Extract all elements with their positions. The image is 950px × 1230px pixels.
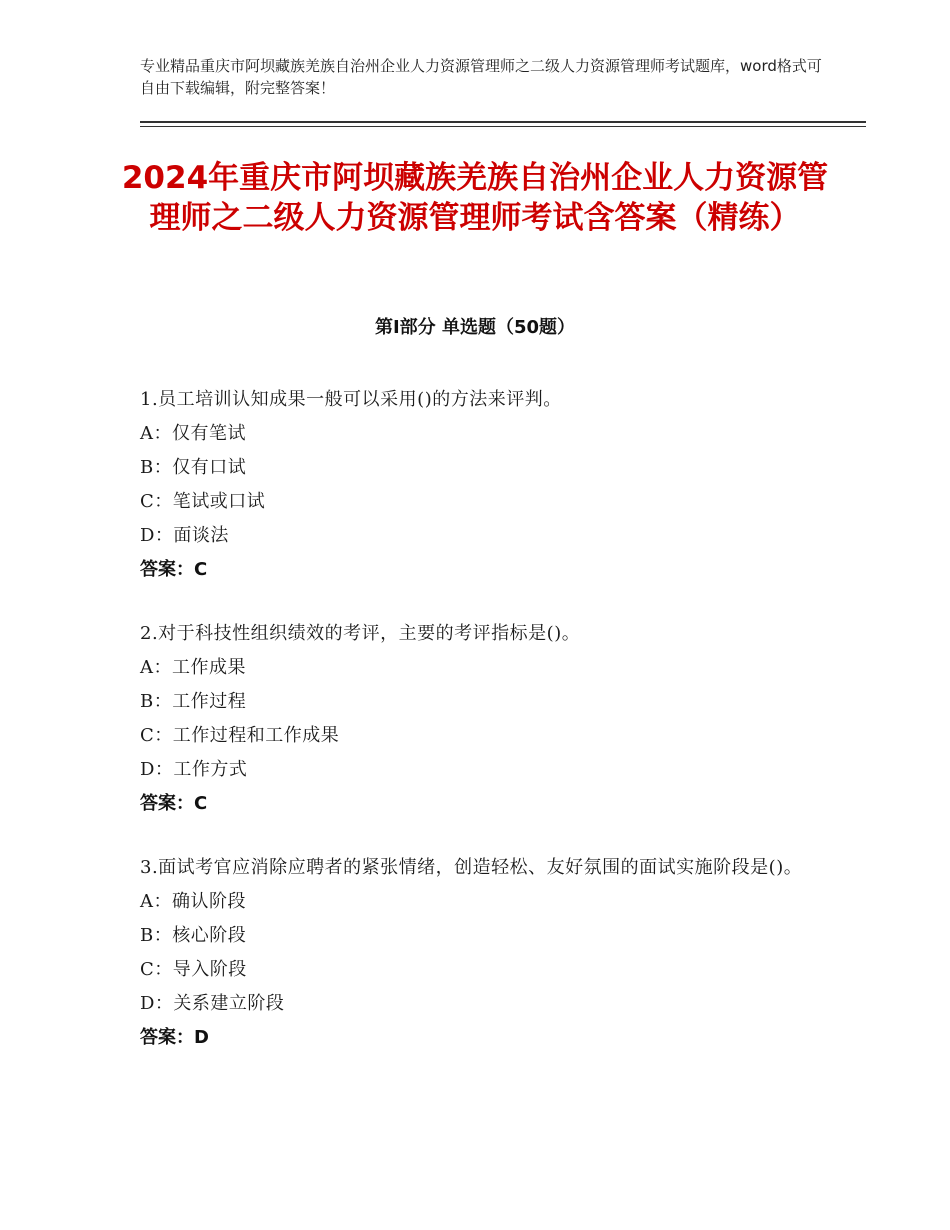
answer-line: 答案：C — [140, 559, 208, 580]
document-title: 2024年重庆市阿坝藏族羌族自治州企业人力资源管理师之二级人力资源管理师考试含答案（精练） — [121, 160, 829, 236]
option-b: B：工作过程 — [140, 691, 247, 712]
question-1 — [140, 383, 820, 587]
question-list — [140, 383, 820, 1085]
question-stem: 2.对于科技性组织绩效的考评，主要的考评指标是()。 — [140, 623, 581, 644]
option-d: D：关系建立阶段 — [140, 993, 285, 1014]
option-c: C：笔试或口试 — [140, 491, 266, 512]
option-d: D：面谈法 — [140, 525, 229, 546]
option-d: D：工作方式 — [140, 759, 248, 780]
question-2 — [140, 617, 820, 821]
question-3 — [140, 851, 820, 1055]
option-b: B：核心阶段 — [140, 925, 247, 946]
option-c: C：工作过程和工作成果 — [140, 725, 340, 746]
option-a: A：工作成果 — [140, 657, 246, 678]
header-rule-thin — [140, 126, 866, 127]
option-a: A：确认阶段 — [140, 891, 246, 912]
question-stem: 1.员工培训认知成果一般可以采用()的方法来评判。 — [140, 389, 562, 410]
header-note: 专业精品重庆市阿坝藏族羌族自治州企业人力资源管理师之二级人力资源管理师考试题库，word格式可自由下载编辑，附完整答案！ — [140, 57, 822, 97]
option-b: B：仅有口试 — [140, 457, 247, 478]
option-a: A：仅有笔试 — [140, 423, 246, 444]
header-rule-thick — [140, 121, 866, 123]
section-title: 第Ⅰ部分 单选题（50题） — [374, 317, 575, 338]
answer-line: 答案：D — [140, 1027, 209, 1048]
answer-line: 答案：C — [140, 793, 208, 814]
question-stem: 3.面试考官应消除应聘者的紧张情绪，创造轻松、友好氛围的面试实施阶段是()。 — [140, 857, 803, 878]
option-c: C：导入阶段 — [140, 959, 247, 980]
